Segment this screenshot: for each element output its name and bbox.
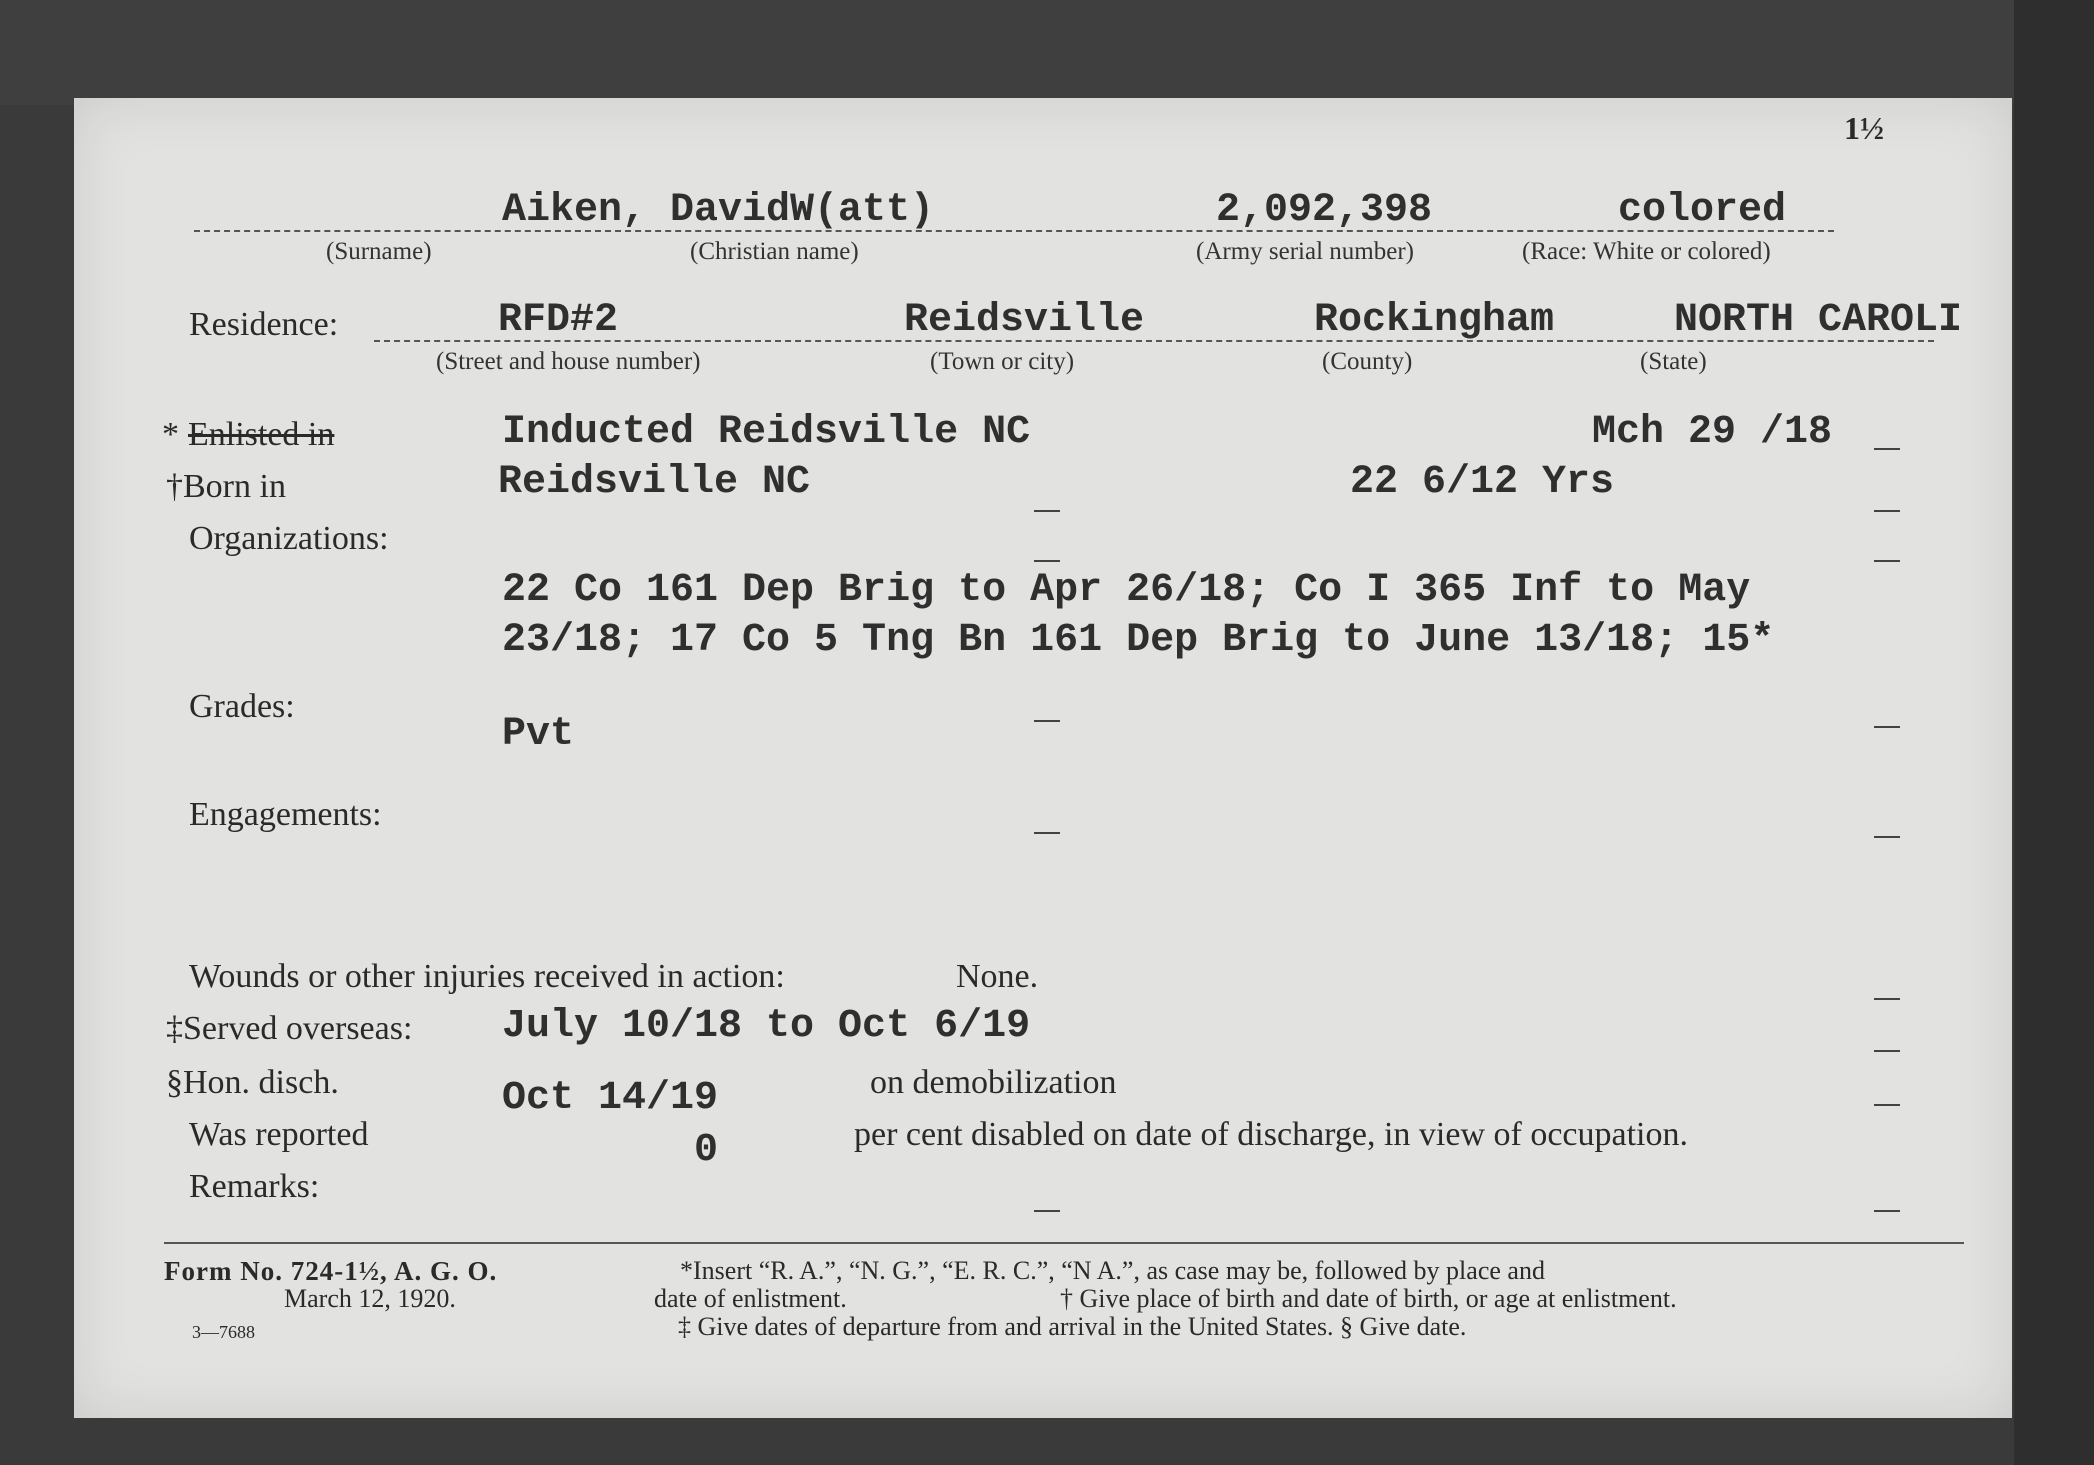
overseas-value: July 10/18 to Oct 6/19: [502, 1004, 1031, 1049]
enlisted-label: Enlisted in: [188, 416, 335, 453]
born-value: Reidsville NC: [498, 460, 811, 505]
footnote-3: ‡ Give dates of departure from and arrival in the United States. § Give date.: [678, 1312, 1467, 1341]
street-label: (Street and house number): [436, 348, 701, 375]
dash-engagements-mid: [1034, 832, 1060, 834]
county-label: (County): [1322, 348, 1413, 375]
born-in-label: †Born in: [166, 468, 286, 505]
name-line: [194, 230, 1834, 232]
demobilization-text: on demobilization: [870, 1064, 1117, 1101]
footnote-1: *Insert “R. A.”, “N. G.”, “E. R. C.”, “N A.”, as case may be, followed by place and: [680, 1256, 1545, 1285]
state-label: (State): [1640, 348, 1707, 375]
race-value: colored: [1618, 188, 1787, 233]
residence-label: Residence:: [189, 306, 339, 343]
dash-remarks-right: [1874, 1210, 1900, 1212]
inducted-date-value: Mch 29 /18: [1592, 410, 1833, 455]
percent-text: per cent disabled on date of discharge, in view of occupation.: [854, 1116, 1688, 1153]
engagements-label: Engagements:: [189, 796, 382, 833]
form-date: March 12, 1920.: [284, 1284, 456, 1313]
town-label: (Town or city): [930, 348, 1075, 375]
dash-born-right: [1874, 510, 1900, 512]
print-number: 3—7688: [192, 1322, 255, 1342]
dash-overseas: [1874, 1050, 1900, 1052]
dash-inducted: [1874, 448, 1900, 450]
hon-disch-label: §Hon. disch.: [166, 1064, 339, 1101]
remarks-label: Remarks:: [189, 1168, 320, 1205]
corner-mark: 1½: [1844, 110, 1884, 146]
footnote-2a: date of enlistment.: [654, 1284, 847, 1313]
background-top: [0, 0, 2094, 105]
surname-value: Aiken,: [502, 188, 647, 233]
street-value: RFD#2: [498, 298, 619, 343]
christian-name-value: DavidW(att): [670, 188, 935, 233]
organizations-line-2: 23/18; 17 Co 5 Tng Bn 161 Dep Brig to June 13/18; 15*: [502, 618, 1775, 663]
enlisted-mark: *: [162, 416, 179, 453]
serial-number-label: (Army serial number): [1196, 238, 1414, 265]
dash-remarks-mid: [1034, 1210, 1060, 1212]
serial-number-value: 2,092,398: [1216, 188, 1433, 233]
dash-org-right: [1874, 560, 1900, 562]
service-record-card: [74, 98, 2012, 1418]
dash-wounds: [1874, 998, 1900, 1000]
town-value: Reidsville: [904, 298, 1145, 343]
dash-org-mid: [1034, 560, 1060, 562]
organizations-label: Organizations:: [189, 520, 389, 557]
wounds-label: Wounds or other injuries received in action:: [189, 958, 785, 995]
state-value: NORTH CAROLI: [1674, 298, 1963, 343]
dash-born-mid: [1034, 510, 1060, 512]
grades-label: Grades:: [189, 688, 295, 725]
age-value: 22 6/12 Yrs: [1350, 460, 1615, 505]
dash-engagements-right: [1874, 836, 1900, 838]
county-value: Rockingham: [1314, 298, 1555, 343]
organizations-line-1: 22 Co 161 Dep Brig to Apr 26/18; Co I 365 Inf to May: [502, 568, 1751, 613]
inducted-value: Inducted Reidsville NC: [502, 410, 1031, 455]
wounds-value: None.: [956, 958, 1039, 995]
background-right: [2014, 0, 2094, 1465]
percent-value: 0: [694, 1128, 719, 1173]
was-reported-label: Was reported: [189, 1116, 369, 1153]
form-number: Form No. 724-1½, A. G. O.: [164, 1256, 498, 1286]
grade-value: Pvt: [502, 712, 575, 757]
footer-rule: [164, 1242, 1964, 1244]
race-label: (Race: White or colored): [1522, 238, 1771, 265]
dash-disch: [1874, 1104, 1900, 1106]
dash-grades-mid: [1034, 720, 1060, 722]
surname-label: (Surname): [326, 238, 432, 265]
discharge-date-value: Oct 14/19: [502, 1076, 719, 1121]
christian-name-label: (Christian name): [690, 238, 859, 265]
footnote-2b: † Give place of birth and date of birth, or age at enlistment.: [1060, 1284, 1677, 1313]
dash-grades-right: [1874, 726, 1900, 728]
served-overseas-label: ‡Served overseas:: [166, 1010, 413, 1047]
